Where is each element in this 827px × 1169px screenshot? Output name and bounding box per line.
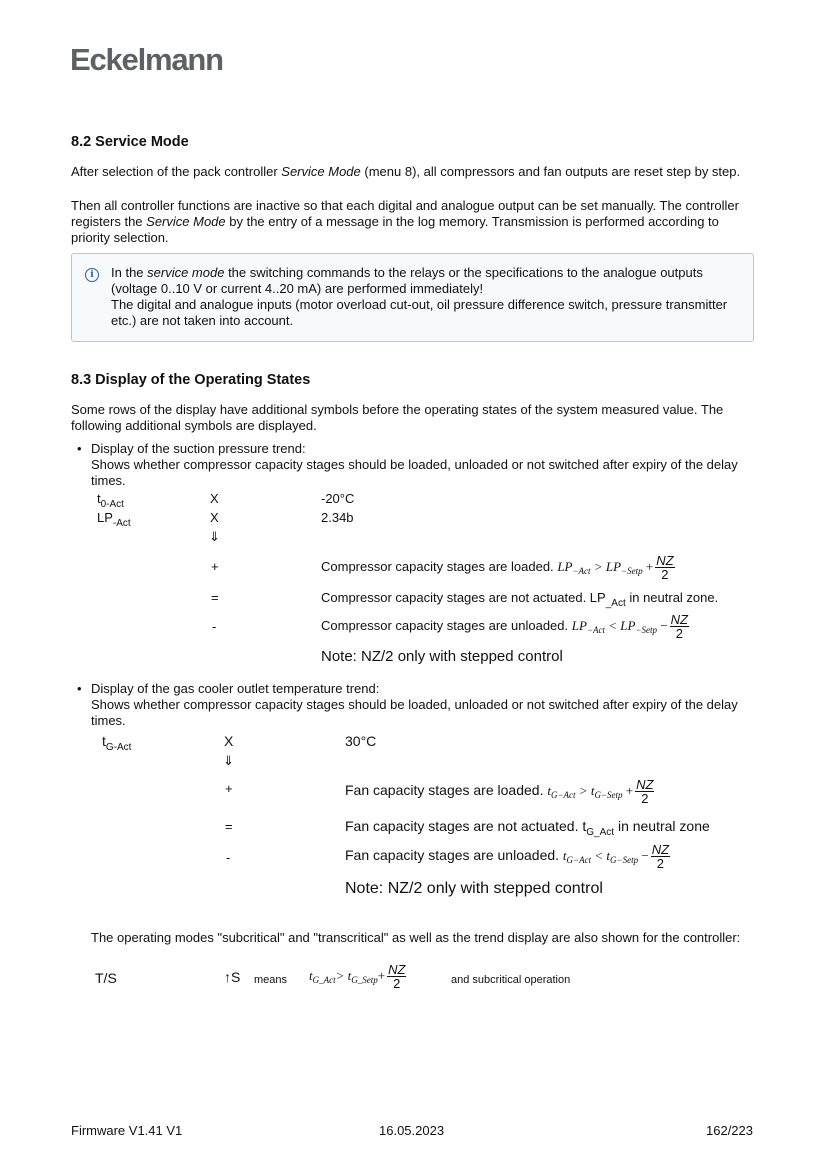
stepped-control-note: Note: NZ/2 only with stepped control <box>345 880 603 897</box>
row-label-tg-act: $t_{G-Act}$ <box>102 733 132 753</box>
info-box <box>71 253 754 342</box>
service-mode-paragraph-2 <box>71 198 761 246</box>
emphasis: Service Mode <box>146 214 226 229</box>
state-not-actuated: Fan capacity stages are not actuated. $t_{G\_Act}$ in neutral zone <box>345 818 710 838</box>
operating-modes-intro: The operating modes "subcritical" and "transcritical" as well as the trend display are also shown for the controller: <box>91 930 741 945</box>
section-heading-service-mode: 8.2 Service Mode <box>71 134 189 150</box>
bullet-title: Display of the gas cooler outlet temperature trend: <box>91 681 380 696</box>
text: After selection of the pack controller <box>71 164 282 179</box>
emphasis: service mode <box>147 265 225 280</box>
bullet-gas-cooler <box>91 681 761 729</box>
emphasis: Service Mode <box>281 164 361 179</box>
footer-page-number: 162/223 <box>706 1123 753 1138</box>
footer-date: 16.05.2023 <box>379 1123 445 1138</box>
state-not-actuated: Compressor capacity stages are not actuated. $LP_{\_Act}$ in neutral zone. <box>321 590 719 609</box>
state-symbol-plus: + <box>225 781 233 796</box>
text: the switching commands to the relays or the specifications to the analogue outputs (voltage 0..10 V or current 4..20 mA) are performed immediately! <box>111 265 703 296</box>
service-mode-paragraph-1 <box>71 164 761 180</box>
bullet-title: Display of the suction pressure trend: <box>91 441 306 456</box>
row-symbol: X <box>210 510 219 525</box>
footer-firmware: Firmware V1.41 V1 <box>71 1123 183 1138</box>
state-unloaded: Compressor capacity stages are unloaded. $LP_{-Act} < LP_{-Setp}$ − $\frac{NZ}{2}$ <box>321 612 688 641</box>
ts-label: T/S <box>95 970 117 986</box>
row-symbol: X <box>210 491 219 506</box>
bullet-icon: • <box>77 441 82 456</box>
subcritical-suffix: and subcritical operation <box>451 974 571 986</box>
state-symbol-plus: + <box>211 559 219 574</box>
row-label-t0-act: $t_{0-Act}$ <box>97 491 124 510</box>
down-arrow-icon: ⇓ <box>223 753 234 768</box>
bullet-suction-pressure <box>91 441 761 489</box>
info-icon: i <box>85 268 99 282</box>
state-symbol-equals: = <box>225 819 233 834</box>
row-value: -20°C <box>321 491 355 506</box>
section-heading-operating-states: 8.3 Display of the Operating States <box>71 372 311 388</box>
state-loaded: Compressor capacity stages are loaded. $LP_{-Act} > LP_{-Setp}$ + $\frac{NZ}{2}$ <box>321 553 674 582</box>
means-label: means <box>254 974 288 986</box>
state-loaded: Fan capacity stages are loaded. $t_{G-Act} > t_{G-Setp}$ + $\frac{NZ}{2}$ <box>345 777 654 806</box>
bullet-desc: Shows whether compressor capacity stages should be loaded, unloaded or not switched after expiry of the delay times. <box>91 697 738 728</box>
row-label-lp-act: $LP_{-Act}$ <box>97 510 131 529</box>
row-symbol: X <box>224 733 234 749</box>
row-value: 2.34b <box>321 510 354 525</box>
state-symbol-minus: - <box>212 619 217 634</box>
text: (menu 8), all compressors and fan outputs are reset step by step. <box>360 164 741 179</box>
info-line-1 <box>111 265 751 297</box>
state-symbol-minus: - <box>226 850 231 865</box>
bullet-icon: • <box>77 681 82 696</box>
bullet-desc: Shows whether compressor capacity stages should be loaded, unloaded or not switched after expiry of the delay times. <box>91 457 738 488</box>
info-text <box>111 265 751 329</box>
info-line-2: The digital and analogue inputs (motor overload cut-out, oil pressure difference switch, pressure transmitter etc.) are not taken into account. <box>111 297 728 328</box>
text: by the entry of a message in the log memory. Transmission is performed according to priority selection. <box>71 214 719 245</box>
text: Then all controller functions are inactive so that each digital and analogue output can be set manually. The controller registers the <box>71 198 739 229</box>
down-arrow-icon: ⇓ <box>209 529 220 544</box>
state-unloaded: Fan capacity stages are unloaded. $t_{G-Act} < t_{G-Setp}$ − $\frac{NZ}{2}$ <box>345 842 670 871</box>
stepped-control-note: Note: NZ/2 only with stepped control <box>321 648 563 665</box>
subcritical-formula: $t_{G\_Act}> t_{G\_Setp}+$ $\frac{NZ}{2}$ <box>309 962 406 991</box>
text: In the <box>111 265 148 280</box>
state-symbol-equals: = <box>211 590 219 605</box>
up-arrow-s-symbol: ↑S <box>224 969 241 985</box>
eckelmann-logo: Eckelmann <box>70 42 223 77</box>
row-value: 30°C <box>345 733 377 749</box>
operating-states-intro: Some rows of the display have additional symbols before the operating states of the system measured value. The following additional symbols are displayed. <box>71 402 724 433</box>
